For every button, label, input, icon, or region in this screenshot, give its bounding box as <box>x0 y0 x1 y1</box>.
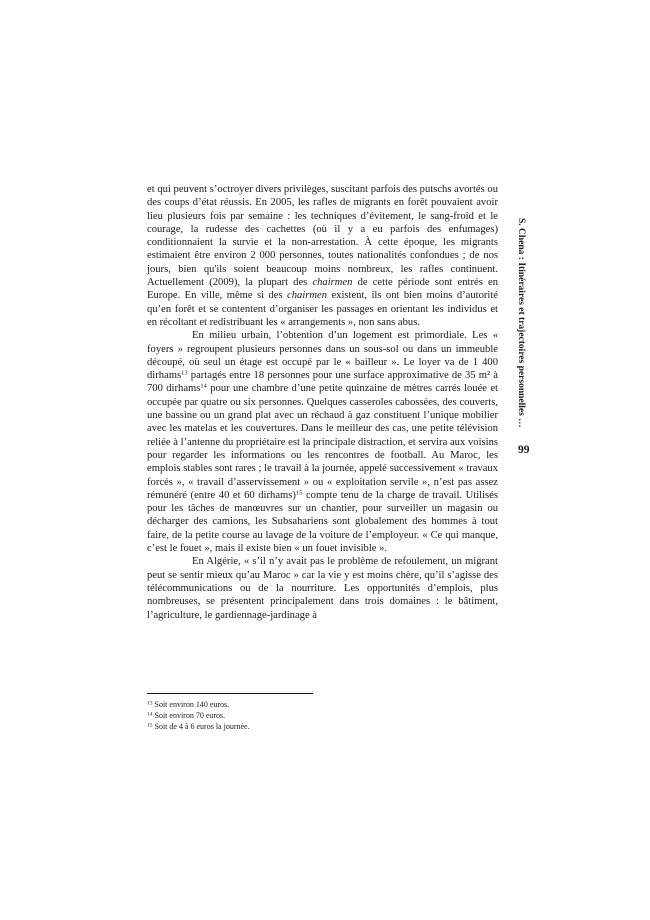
footnotes <box>147 699 498 732</box>
text-run: de cette période sont entrés en Europe. En ville, même si des <box>147 277 498 302</box>
paragraph-2 <box>147 329 498 555</box>
footnote-15 <box>147 721 498 732</box>
page-number: 99 <box>518 444 530 456</box>
footnote-number: 15 <box>147 722 153 729</box>
footnote-13 <box>147 699 498 710</box>
text-run: compte tenu de la charge de travail. Utilisés pour les tâches de manœuvres sur un chantier, pour surveiller un magasin ou décharger des camions, les Subsahariens sont globalement des hommes à tout faire, de la petite course au lavage de la voiture de l’employeur. « Ce qui manque, c’est le fouet », mais il existe bien « un fouet invisible ». <box>147 489 498 555</box>
paragraph-1 <box>147 183 498 329</box>
footnote-14 <box>147 710 498 721</box>
footnote-ref: 14 <box>200 382 207 390</box>
text-run: existent, ils ont bien moins d’autorité qu’en forêt et se contentent d’organiser les passages en orientant les individus et en récoltant et redistribuant les « arrangements », non sans abus. <box>147 290 499 328</box>
text-run: En milieu urbain, l’obtention d’un logement est primordiale. Les « foyers » regroupent plusieurs personnes dans un sous-sol ou dans un immeuble découpé, où seul un étage est occupé par le « bailleur ». Le loyer va de 1 400 dirhams <box>147 330 498 382</box>
footnote-ref: 15 <box>295 489 303 497</box>
text-run: et qui peuvent s’octroyer divers privilèges, suscitant parfois des putschs avortés ou des coups d’état réussis. En 2005, les rafles de migrants en forêt pouvaient avoir lieu plusieurs fois par semaine : les techniques d’évitement, le sang-froid et le courage, la rudesse des cachettes (où il y a eu parfois des enfumages) conditionnaient la survie et la non-arrestation. À cette époque, les migrants estimaient être environ 2 000 personnes, toutes nationalités confondues ; de nos jours, bien qu'ils soient beaucoup moins nombreux, les rafles continuent. Actuellement (2009), la plupart des <box>147 184 498 289</box>
footnote-text: Soit environ 70 euros. <box>152 711 226 720</box>
footnote-text: Soit environ 140 euros. <box>152 700 230 709</box>
italic-term: chairmen <box>312 277 353 289</box>
footnote-text: Soit de 4 à 6 euros la journée. <box>152 722 250 731</box>
footnote-number: 14 <box>147 711 153 718</box>
text-run: En Algérie, « s’il n’y avait pas le problème de refoulement, un migrant peut se sentir mieux qu’au Maroc » car la vie y est moins chère, qu’il s’agisse des télécommunications ou de la nourriture. Les opportunités d’emplois, plus nombreuses, se présentent principalement dans trois domaines : le bâtiment, l’agriculture, le gardiennage-jardinage à <box>147 556 498 621</box>
running-title: S. Chena : Itinéraires et trajectoires personnelles … <box>516 218 526 428</box>
text-run: partagés entre 18 personnes pour une surface approximative de 35 m² à 700 dirhams <box>147 370 498 395</box>
text-run: pour une chambre d’une petite quinzaine de mètres carrés louée et occupée par quatre ou six personnes. Quelques casseroles cabossées, des couverts, une bassine ou un grand plat avec un réchaud à gaz constituent l’unique mobilier avec les matelas et les couvertures. Dans le meilleur des cas, une petite télévision reliée à l’antenne du propriétaire est la principale distraction, et servira aux voisins pour regarder les informations ou les rencontres de football. Au Maroc, les emplois stables sont rares ; le travail à la journée, appelé successivement « travaux forcés », « travail d’asservissement » ou « exploitation servile », n’est pas assez rémunéré (entre 40 et 60 dirhams) <box>147 383 498 501</box>
footnote-separator <box>147 693 313 694</box>
footnote-number: 13 <box>147 700 153 707</box>
paragraph-3 <box>147 555 498 621</box>
body-text <box>147 183 498 622</box>
italic-term: chairmen <box>287 290 328 302</box>
footnote-ref: 13 <box>181 369 188 377</box>
